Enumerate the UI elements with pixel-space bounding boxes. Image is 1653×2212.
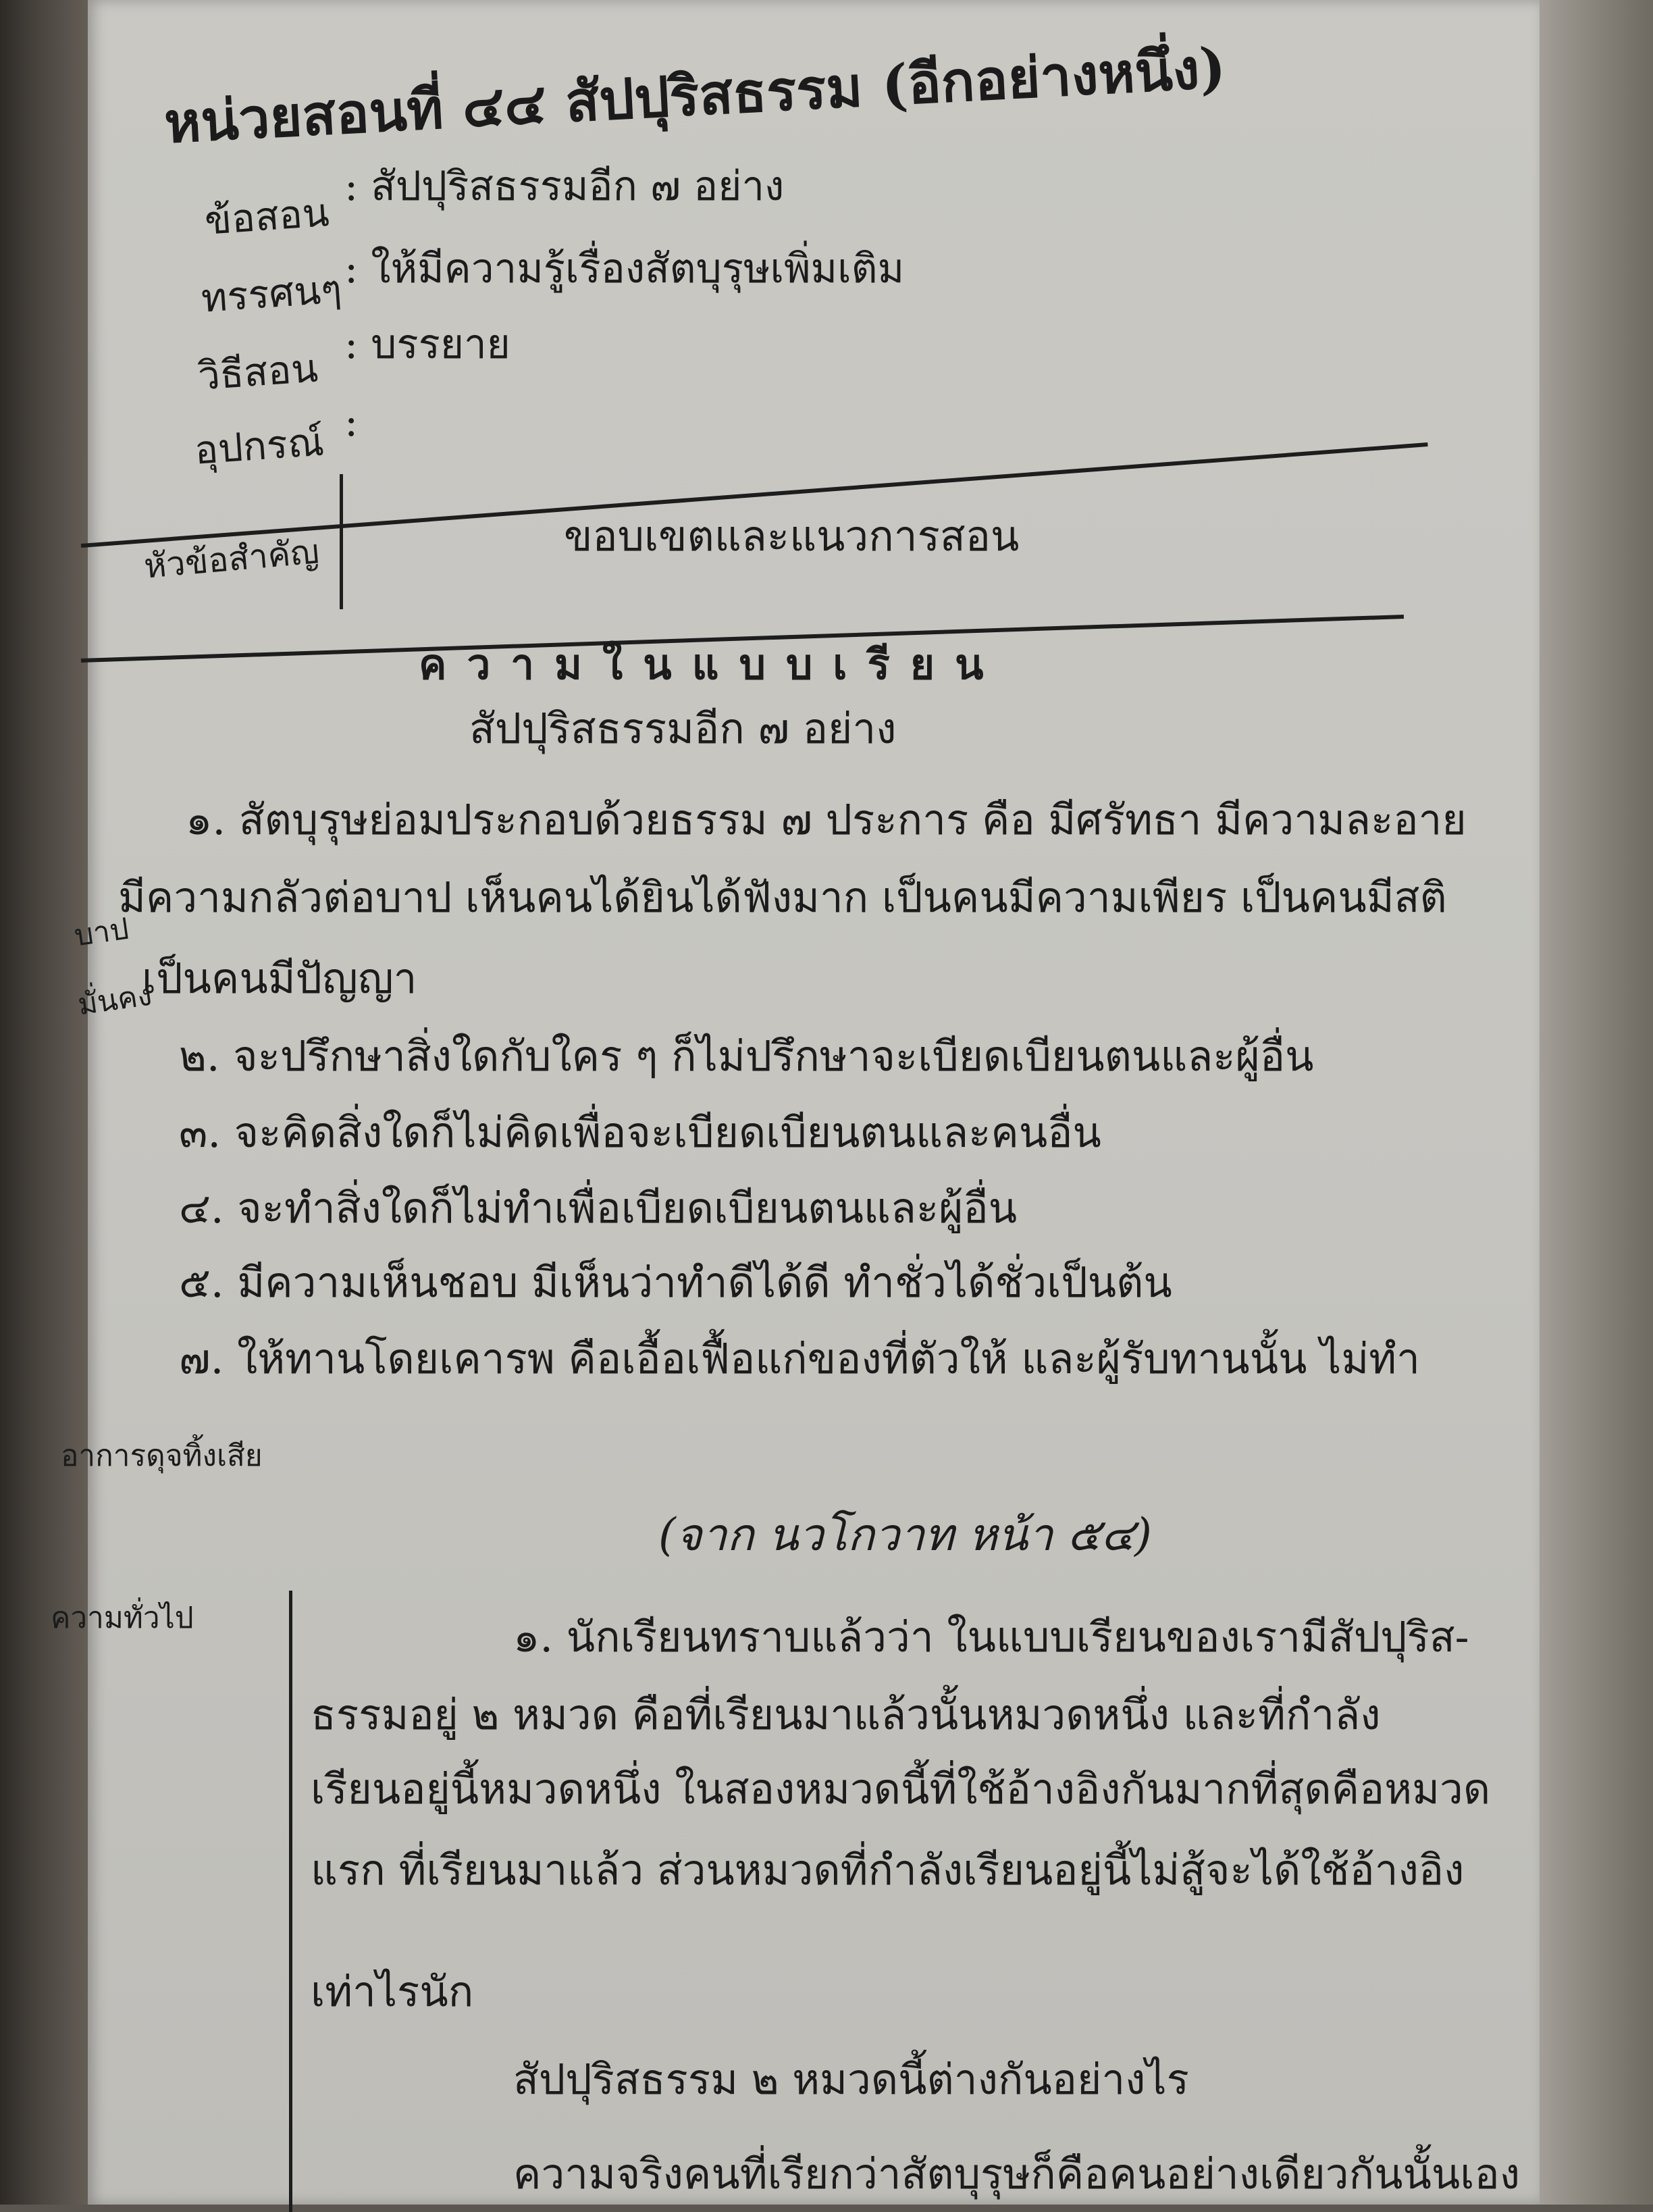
book-page: [51, 0, 1540, 2205]
item-1-line-2: มีความกลัวต่อบาป เห็นคนได้ยินได้ฟังมาก เป็นคนมีความเพียร เป็นคนมีสติ: [118, 873, 1447, 922]
item-2: ๒. จะปรึกษาสิ่งใดกับใคร ๆ ก็ไม่ปรึกษาจะเบียดเบียนตนและผู้อื่น: [179, 1031, 1314, 1081]
margin-note-1: บาป: [72, 911, 131, 954]
aim-label: ทรรศนๆ: [199, 265, 344, 321]
topic-label: ข้อสอน: [203, 189, 331, 244]
question-line: สัปปุริสธรรม ๒ หมวดนี้ต่างกันอย่างไร: [513, 2055, 1189, 2104]
general-line-5: เท่าไรนัก: [311, 1967, 474, 2016]
key-points-header: หัวข้อสำคัญ: [142, 532, 321, 586]
section-heading: ความในแบบเรียน: [419, 640, 1004, 689]
method-label: วิธีสอน: [196, 344, 320, 399]
scope-header: ขอบเขตและแนวการสอน: [564, 511, 1020, 561]
item-3: ๓. จะคิดสิ่งใดก็ไม่คิดเพื่อจะเบียดเบียนตนและคนอื่น: [179, 1108, 1101, 1157]
topic-value: : สัปปุริสธรรมอีก ๗ อย่าง: [344, 163, 785, 210]
general-label: ความทั่วไป: [51, 1601, 194, 1635]
general-line-1: ๑. นักเรียนทราบแล้วว่า ในแบบเรียนของเรามีสัปปุริส-: [513, 1612, 1469, 1662]
general-divider: [289, 1591, 292, 2212]
margin-note-3: อาการดุจทิ้งเสีย: [61, 1439, 263, 1473]
margin-note-2: มั่นคง: [76, 977, 155, 1023]
general-line-3: เรียนอยู่นี้หมวดหนึ่ง ในสองหมวดนี้ที่ใช้อ้างอิงกันมากที่สุดคือหมวด: [311, 1764, 1491, 1814]
item-7: ๗. ให้ทานโดยเคารพ คือเอื้อเฟื้อแก่ของที่ตัวให้ และผู้รับทานนั้น ไม่ทำ: [179, 1334, 1420, 1383]
general-line-2: ธรรมอยู่ ๒ หมวด คือที่เรียนมาแล้วนั้นหมวดหนึ่ง และที่กำลัง: [311, 1690, 1381, 1739]
section-subheading: สัปปุริสธรรมอีก ๗ อย่าง: [469, 704, 897, 753]
equipment-label: อุปกรณ์: [192, 418, 325, 473]
item-1-line-3: เป็นคนมีปัญญา: [142, 954, 417, 1003]
header-divider: [340, 474, 343, 609]
left-page-edge: [0, 0, 101, 2205]
last-line: ความจริงคนที่เรียกว่าสัตบุรุษก็คือคนอย่างเดียวกันนั้นเอง: [513, 2149, 1520, 2198]
page-title: หน่วยสอนที่ ๔๔ สัปปุริสธรรม (อีกอย่างหนึ่ง): [162, 35, 1228, 156]
item-5: ๕. มีความเห็นชอบ มีเห็นว่าทำดีได้ดี ทำชั่วได้ชั่วเป็นต้น: [179, 1258, 1172, 1307]
method-value: : บรรยาย: [344, 321, 510, 368]
item-1-line-1: ๑. สัตบุรุษย่อมประกอบด้วยธรรม ๗ ประการ คือ มีศรัทธา มีความละอาย: [186, 795, 1467, 844]
general-line-4: แรก ที่เรียนมาแล้ว ส่วนหมวดที่กำลังเรียนอยู่นี้ไม่สู้จะได้ใช้อ้างอิง: [311, 1845, 1465, 1895]
source-citation: (จาก นวโกวาท หน้า ๕๔): [658, 1509, 1152, 1561]
aim-value: : ให้มีความรู้เรื่องสัตบุรุษเพิ่มเติม: [344, 245, 905, 292]
right-page-edge: [1531, 0, 1653, 2205]
equipment-value: :: [344, 398, 359, 446]
item-4: ๔. จะทำสิ่งใดก็ไม่ทำเพื่อเบียดเบียนตนและผู้อื่น: [179, 1183, 1018, 1233]
